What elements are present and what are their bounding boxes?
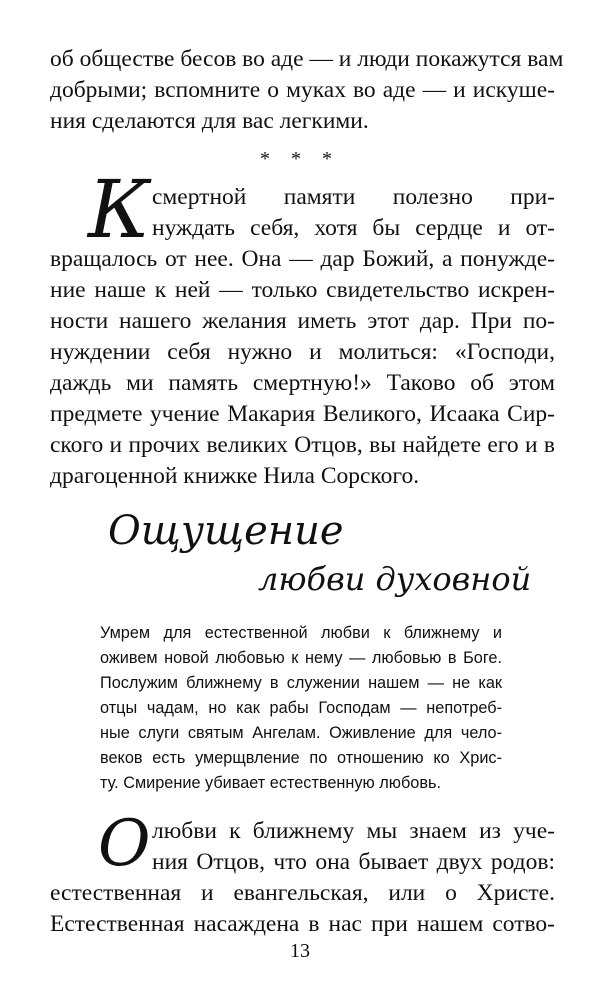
quote-line: ту. Смирение убивает естественную любовь.: [100, 774, 442, 792]
drop-cap: О: [98, 807, 151, 881]
section-heading-line-2: любви духовной: [258, 560, 532, 598]
text-line: даждь ми память смертную!» Таково об этом: [50, 370, 555, 396]
text-line: ния Отцов, что она бывает двух родов:: [152, 849, 555, 875]
text-line: вращалось от нее. Она — дар Божий, а понужде-: [50, 246, 555, 272]
text-line: нуждать себя, хотя бы сердце и от-: [152, 215, 555, 241]
text-line: нуждении себя нужно и молиться: «Господи,: [50, 339, 555, 365]
quote-line: оживем новой любовью к нему — любовью в Боге.: [100, 649, 502, 667]
text-line: добрыми; вспомните о муках во аде — и искуше-: [50, 77, 555, 103]
quote-line: Послужим ближнему в служении нашем — не как: [100, 674, 502, 692]
section-heading-line-1: Ощущение: [108, 508, 344, 554]
quote-line: Умрем для естественной любви к ближнему и: [100, 624, 502, 642]
text-line: ности нашего желания иметь этот дар. При по-: [50, 308, 555, 334]
page-number: 13: [290, 940, 310, 962]
quote-line: веков есть умерщвление по отношению ко Хрис-: [100, 749, 502, 767]
text-line: об обществе бесов во аде — и люди покажутся вам: [50, 46, 564, 72]
text-line: естественная и евангельская, или о Христе.: [50, 880, 555, 906]
text-line: драгоценной книжке Нила Сорского.: [50, 463, 420, 489]
text-line: ние наше к ней — только свидетельство искрен-: [50, 277, 555, 303]
text-line: предмете учение Макария Великого, Исаака Сир-: [50, 401, 555, 427]
text-line: ния сделаются для вас легкими.: [50, 108, 369, 134]
section-separator: * * *: [260, 148, 340, 170]
text-line: Естественная насаждена в нас при нашем сотво-: [50, 911, 555, 937]
quote-line: отцы чадам, но как рабы Господам — непотреб-: [100, 699, 502, 717]
text-line: смертной памяти полезно при-: [152, 184, 555, 210]
drop-cap: К: [88, 163, 150, 256]
quote-line: ные слуги святым Ангелам. Оживление для чело-: [100, 724, 502, 742]
text-line: ского и прочих великих Отцов, вы найдете его и в: [50, 432, 555, 458]
text-line: любви к ближнему мы знаем из уче-: [152, 818, 555, 844]
